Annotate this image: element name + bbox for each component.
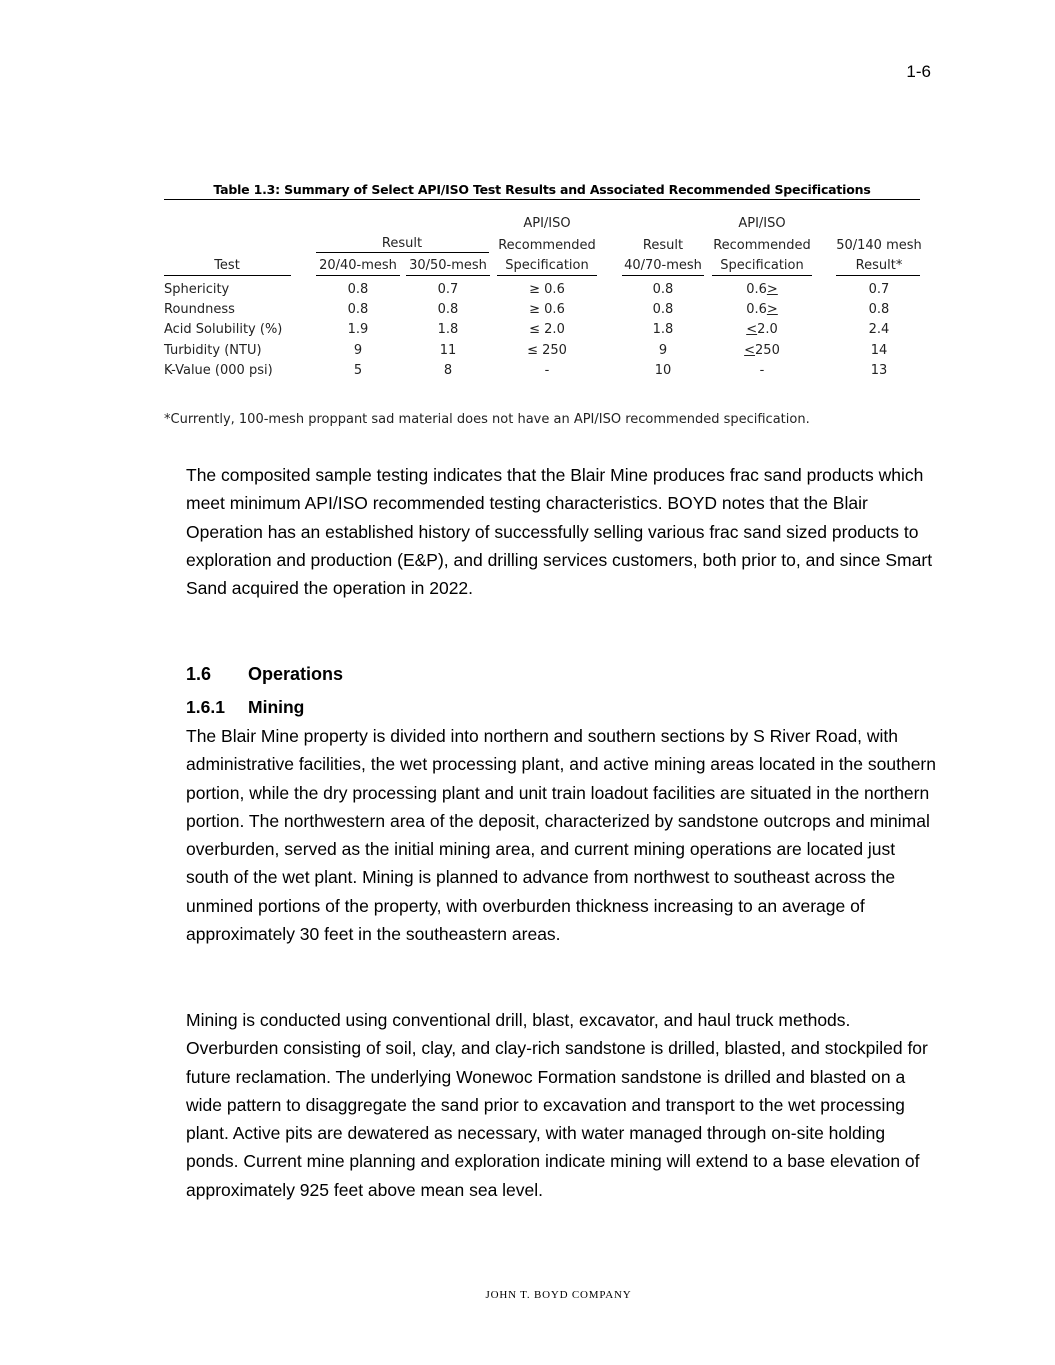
cell-50-140: 0.7 bbox=[868, 282, 890, 297]
header-spec1-line2: Recommended bbox=[498, 238, 596, 253]
cell-40-70: 0.8 bbox=[652, 282, 674, 297]
spec2-symbol: > bbox=[766, 282, 778, 297]
spec2-symbol: < bbox=[744, 343, 756, 358]
header-result2-line2: 40/70-mesh bbox=[624, 258, 702, 273]
cell-50-140: 13 bbox=[870, 363, 888, 378]
header-mesh-20-40: 20/40-mesh bbox=[319, 258, 397, 273]
cell-50-140: 0.8 bbox=[868, 302, 890, 317]
row-label: K-Value (000 psi) bbox=[164, 363, 273, 378]
cell-spec1: ≤ 2.0 bbox=[529, 322, 565, 337]
header-last-line2: Result* bbox=[855, 258, 903, 273]
cell-30-50: 0.7 bbox=[437, 282, 459, 297]
header-underline-40-70 bbox=[622, 275, 704, 276]
spec2-value: 250 bbox=[755, 343, 780, 358]
cell-30-50: 8 bbox=[443, 363, 453, 378]
header-result-group: Result bbox=[381, 236, 423, 251]
cell-spec1: ≥ 0.6 bbox=[529, 302, 565, 317]
cell-50-140: 2.4 bbox=[868, 322, 890, 337]
cell-30-50: 11 bbox=[439, 343, 457, 358]
cell-spec2 bbox=[712, 282, 812, 297]
header-spec2-line2: Recommended bbox=[713, 238, 811, 253]
row-label: Acid Solubility (%) bbox=[164, 322, 283, 337]
header-underline-20-40 bbox=[316, 275, 400, 276]
cell-spec2 bbox=[712, 302, 812, 317]
header-underline-spec2 bbox=[712, 275, 812, 276]
spec2-value: - bbox=[759, 363, 765, 378]
cell-spec1: ≥ 0.6 bbox=[529, 282, 565, 297]
row-label: Sphericity bbox=[164, 282, 230, 297]
header-test: Test bbox=[214, 258, 240, 273]
page-footer: JOHN T. BOYD COMPANY bbox=[485, 1289, 632, 1301]
cell-20-40: 5 bbox=[353, 363, 363, 378]
table-footnote: *Currently, 100-mesh proppant sad material does not have an API/ISO recommended specification. bbox=[164, 412, 810, 427]
cell-40-70: 0.8 bbox=[652, 302, 674, 317]
table-title-rule bbox=[164, 199, 920, 200]
paragraph-mining-methods: Mining is conducted using conventional drill, blast, excavator, and haul truck methods. Overburden consisting of soil, clay, and clay-rich sandstone is drilled, blasted, and stockpiled for future reclamation. The underlying Wonewoc Formation sandstone is drilled and blasted on a wide pattern to disaggregate the sand prior to excavation and transport to the wet processing plant. Active pits are dewatered as necessary, with water managed through on-site holding ponds. Current mine planning and exploration indicate mining will extend to a base elevation of approximately 925 feet above mean sea level. bbox=[186, 1010, 928, 1200]
spec2-symbol: < bbox=[746, 322, 758, 337]
section-title: Operations bbox=[248, 664, 344, 684]
section-heading bbox=[186, 664, 343, 685]
cell-spec1: ≤ 250 bbox=[527, 343, 567, 358]
spec2-value: 0.6 bbox=[746, 302, 767, 317]
spec2-value: 0.6 bbox=[746, 282, 767, 297]
cell-30-50: 0.8 bbox=[437, 302, 459, 317]
cell-30-50: 1.8 bbox=[437, 322, 459, 337]
header-underline-spec1 bbox=[497, 275, 597, 276]
header-last-line1: 50/140 mesh bbox=[836, 238, 922, 253]
section-number: 1.6 bbox=[186, 664, 212, 684]
header-mesh-30-50: 30/50-mesh bbox=[409, 258, 487, 273]
cell-40-70: 10 bbox=[654, 363, 672, 378]
cell-spec1: - bbox=[544, 363, 550, 378]
cell-20-40: 0.8 bbox=[347, 282, 369, 297]
cell-20-40: 9 bbox=[353, 343, 363, 358]
cell-spec2 bbox=[712, 363, 812, 378]
subsection-heading bbox=[186, 697, 304, 718]
cell-40-70: 9 bbox=[658, 343, 668, 358]
paragraph-testing: The composited sample testing indicates that the Blair Mine produces frac sand products which meet minimum API/ISO recommended testing characteristics. BOYD notes that the Blair Operation has an established history of successfully selling various frac sand sized products to exploration and production (E&P), and drilling services customers, both prior to, and since Smart Sand acquired the operation in 2022. bbox=[186, 465, 933, 599]
spec2-symbol: > bbox=[766, 302, 778, 317]
result-group-underline bbox=[316, 252, 489, 253]
header-underline-test bbox=[164, 275, 291, 276]
spec2-value: 2.0 bbox=[757, 322, 778, 337]
cell-50-140: 14 bbox=[870, 343, 888, 358]
row-label: Turbidity (NTU) bbox=[164, 343, 262, 358]
header-spec2-line1: API/ISO bbox=[738, 216, 786, 231]
cell-spec2 bbox=[712, 322, 812, 337]
header-spec1-line1: API/ISO bbox=[523, 216, 571, 231]
row-label: Roundness bbox=[164, 302, 235, 317]
header-result2-line1: Result bbox=[642, 238, 684, 253]
cell-spec2 bbox=[712, 343, 812, 358]
subsection-number: 1.6.1 bbox=[186, 697, 225, 717]
header-underline-30-50 bbox=[406, 275, 490, 276]
paragraph-mining-property: The Blair Mine property is divided into northern and southern sections by S River Road, with administrative facilities, the wet processing plant, and active mining areas located in the southern portion, while the dry processing plant and unit train loadout facilities are situated in the northern portion. The northwestern area of the deposit, characterized by sandstone outcrops and minimal overburden, served as the initial mining area, and current mining operations are located just south of the wet plant. Mining is planned to advance from northwest to southeast across the unmined portions of the property, with overburden thickness increasing to an average of approximately 30 feet in the southeastern areas. bbox=[186, 726, 936, 945]
header-spec1-line3: Specification bbox=[505, 258, 589, 273]
cell-20-40: 0.8 bbox=[347, 302, 369, 317]
subsection-title: Mining bbox=[248, 697, 305, 717]
header-spec2-line3: Specification bbox=[720, 258, 804, 273]
table-title: Table 1.3: Summary of Select API/ISO Test Results and Associated Recommended Specifications bbox=[213, 182, 871, 197]
header-underline-50-140 bbox=[836, 275, 920, 276]
page-number: 1-6 bbox=[906, 62, 931, 81]
cell-20-40: 1.9 bbox=[347, 322, 369, 337]
cell-40-70: 1.8 bbox=[652, 322, 674, 337]
